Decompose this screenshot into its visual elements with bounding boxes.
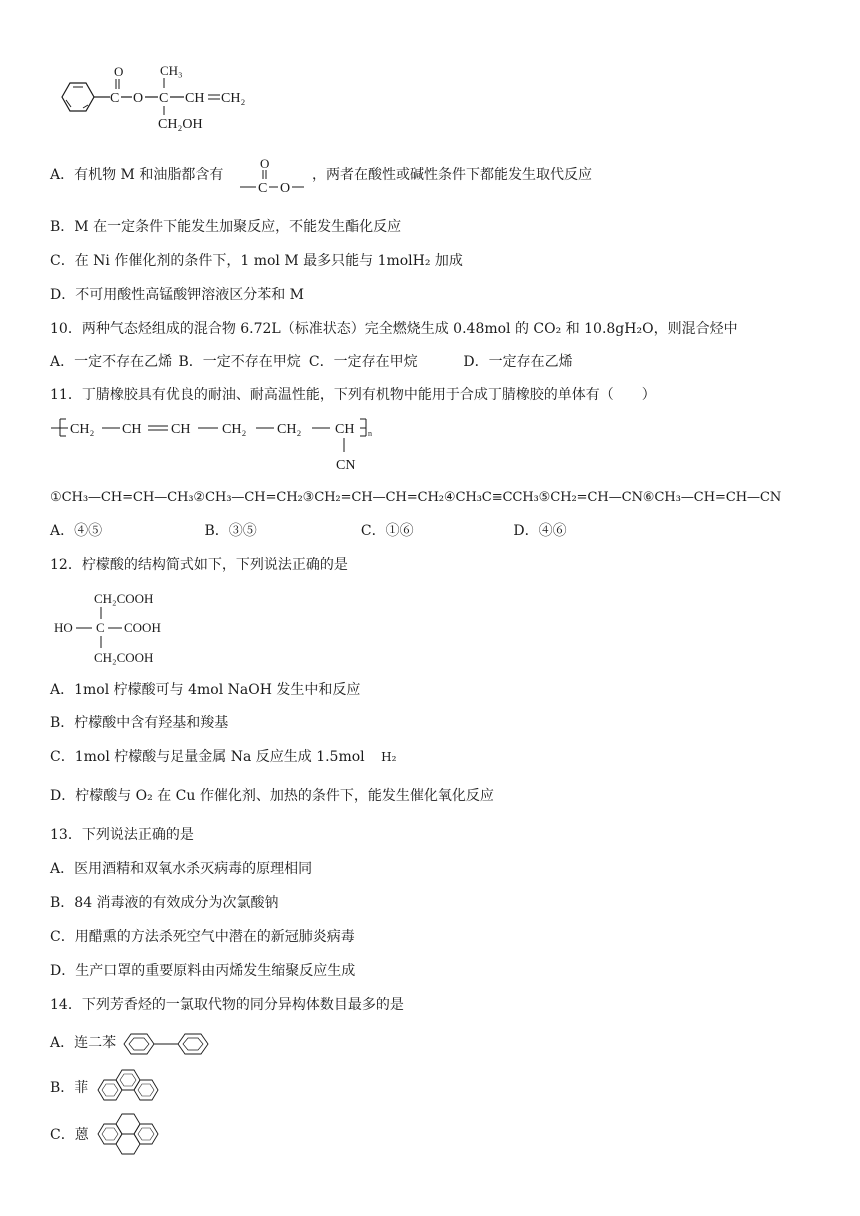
citric-mid-group: COOH (124, 620, 161, 635)
q14-option-b: B．菲 (50, 1080, 89, 1096)
q9-option-a (50, 166, 223, 184)
q12-option-c-h2: H₂ (381, 750, 397, 764)
ester-structure-figure (50, 60, 270, 135)
ester-group-o: O (280, 181, 291, 196)
ester-group-c: C (258, 181, 268, 196)
q10-stem: 10．两种气态烃组成的混合物 6.72L（标准状态）完全燃烧生成 0.48mol 的 CO₂ 和 10.8gH₂O，则混合烃中 (50, 321, 738, 337)
q13-option-c: C．用醋熏的方法杀死空气中潜在的新冠肺炎病毒 (50, 929, 355, 945)
biphenyl-figure (120, 1030, 220, 1058)
q9-option-b: B．M 在一定条件下能发生加聚反应，不能发生酯化反应 (50, 219, 402, 235)
q10-option-d: D．一定存在乙烯 (463, 354, 573, 370)
q10-option-b: B．一定不存在甲烷 (178, 354, 301, 370)
q12-stem: 12．柠檬酸的结构简式如下，下列说法正确的是 (50, 557, 348, 573)
q11-option-c: C．①⑥ (360, 523, 414, 539)
polymer-ch2-a: CH₂ (70, 422, 95, 437)
q11-option-d: D．④⑥ (513, 523, 567, 539)
q11-stem: 11．丁腈橡胶具有优良的耐油、耐高温性能，下列有机物中能用于合成丁腈橡胶的单体有（ ） (50, 387, 656, 403)
ester-group-figure (234, 154, 310, 198)
nitrile-rubber-polymer-figure (48, 412, 378, 476)
q12-option-c-text: C．1mol 柠檬酸与足量金属 Na 反应生成 1.5mol (50, 749, 365, 765)
quaternary-c: C (159, 91, 169, 106)
q10-options (50, 353, 573, 371)
q14-option-a: A．连二苯 (50, 1035, 117, 1051)
q14-stem: 14．下列芳香烃的一氯取代物的同分异构体数目最多的是 (50, 997, 404, 1013)
polymer-cn: CN (336, 458, 356, 473)
q13-option-a: A．医用酒精和双氧水杀灭病毒的原理相同 (50, 861, 313, 877)
hydroxymethyl-group: CH₂OH (158, 117, 203, 132)
q13-option-b: B．84 消毒液的有效成分为次氯酸钠 (50, 895, 279, 911)
vinyl-ch: CH (185, 91, 205, 106)
phenanthrene-figure (92, 1064, 164, 1112)
q13-option-d: D．生产口罩的重要原料由丙烯发生缩聚反应生成 (50, 963, 356, 979)
q14-option-c: C．蒽 (50, 1127, 89, 1143)
polymer-n: n (368, 429, 372, 438)
q11-option-a: A．④⑤ (50, 523, 103, 539)
q9-option-a-prefix: A．有机物 M 和油脂都含有 (50, 167, 224, 183)
polymer-ch-b: CH (171, 422, 191, 437)
q11-option-b: B．③⑤ (204, 523, 257, 539)
q12-option-b: B．柠檬酸中含有羟基和羧基 (50, 715, 229, 731)
citric-top-group: CH₂COOH (94, 591, 154, 606)
q12-option-a: A．1mol 柠檬酸可与 4mol NaOH 发生中和反应 (50, 682, 361, 698)
q12-option-c (50, 748, 396, 766)
ester-carbonyl-o: O (114, 64, 124, 79)
q9-option-a-tail: ，两者在酸性或碱性条件下都能发生取代反应 (312, 167, 592, 183)
ester-oxygen: O (133, 91, 144, 106)
citric-hydroxyl: HO (54, 620, 73, 635)
q11-options (50, 522, 567, 540)
q10-option-c: C．一定存在甲烷 (308, 354, 418, 370)
q10-option-a: A．一定不存在乙烯 (50, 354, 173, 370)
polymer-ch-a: CH (122, 422, 142, 437)
citric-center-c: C (96, 620, 105, 635)
anthracene-figure (94, 1112, 166, 1156)
q9-option-d: D．不可用酸性高锰酸钾溶液区分苯和 M (50, 287, 305, 303)
q11-monomers: ①CH₃—CH=CH—CH₃②CH₃—CH=CH₂③CH₂=CH—CH=CH₂④CH₃C≡CCH₃⑤CH₂=CH—CN⑥CH₃—CH=CH—CN (50, 490, 782, 505)
polymer-ch2-c: CH₂ (277, 422, 302, 437)
polymer-ch-c: CH (335, 422, 355, 437)
vinyl-ch2: CH₂ (221, 91, 246, 106)
q12-option-d: D．柠檬酸与 O₂ 在 Cu 作催化剂、加热的条件下，能发生催化氧化反应 (50, 788, 494, 804)
methyl-group: CH₃ (160, 63, 183, 78)
q13-stem: 13．下列说法正确的是 (50, 827, 194, 843)
citric-bottom-group: CH₂COOH (94, 650, 154, 665)
q9-option-c: C．在 Ni 作催化剂的条件下，1 mol M 最多只能与 1molH₂ 加成 (50, 253, 463, 269)
ester-group-o-top: O (260, 156, 270, 171)
ester-carbonyl-c: C (110, 91, 120, 106)
polymer-ch2-b: CH₂ (222, 422, 247, 437)
citric-acid-structure-figure (52, 588, 192, 670)
